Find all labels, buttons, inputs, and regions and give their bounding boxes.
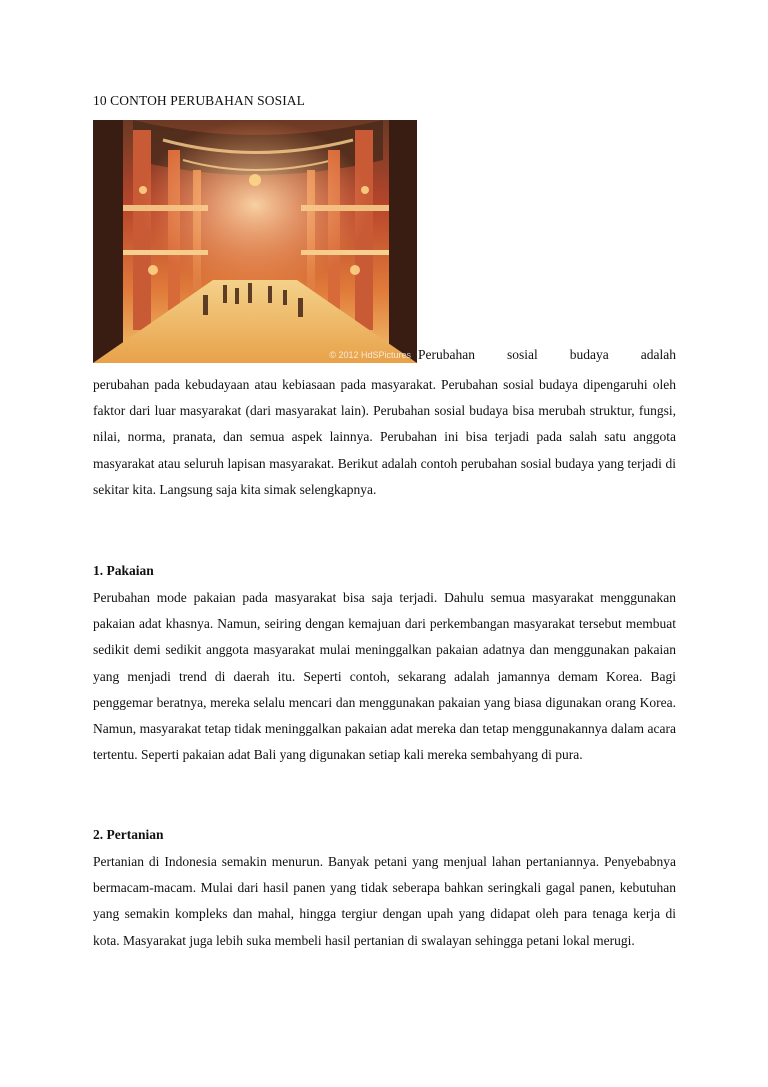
section-body-pertanian: Pertanian di Indonesia semakin menurun. Banyak petani yang menjual lahan pertaniannya. Penyebabnya bermacam-macam. Mulai dari hasil panen yang tidak seberapa bahkan seringkali gagal panen, kebutuhan yang semakin kompleks dan mahal, hingga tergiur dengan upah yang didapat oleh para tenaga kerja di kota. Masyarakat juga lebih suka membeli hasil pertanian di swalayan sehingga petani lokal merugi. [93, 854, 676, 948]
section-heading-pakaian: 1. Pakaian [93, 563, 154, 578]
intro-paragraph: perubahan pada kebudayaan atau kebiasaan pada masyarakat. Perubahan sosial budaya dipengaruhi oleh faktor dari luar masyarakat (dari masyarakat lain). Perubahan sosial budaya bisa merubah struktur, fungsi, nilai, norma, pranata, dan semua aspek lainnya. Perubahan ini bisa terjadi pada salah satu anggota masyarakat atau seluruh lapisan masyarakat. Berikut adalah contoh perubahan sosial budaya yang terjadi di sekitar kita. Langsung saja kita simak selengkapnya. [93, 377, 676, 497]
mall-photo [93, 120, 417, 363]
shopping-mall-photo-icon [93, 120, 417, 363]
section-body-pakaian: Perubahan mode pakaian pada masyarakat bisa saja terjadi. Dahulu semua masyarakat menggunakan pakaian adat khasnya. Namun, seiring dengan kemajuan dari perkembangan masyarakat tersebut membuat sedikit demi sedikit anggota masyarakat mulai meninggalkan pakaian adatnya dan menggunakan pakaian yang menjadi trend di daerah itu. Seperti contoh, sekarang adalah jamannya demam Korea. Bagi penggemar beratnya, mereka selalu mencari dan menggunakan pakaian yang biasa digunakan orang Korea. Namun, masyarakat tetap tidak meninggalkan pakaian adat mereka dan tetap menggunakannya dalam acara tertentu. Seperti pakaian adat Bali yang digunakan setiap kali mereka sembahyang di pura. [93, 590, 676, 763]
section-heading-pertanian: 2. Pertanian [93, 827, 164, 842]
intro-first-line: Perubahan sosial budaya adalah [418, 347, 676, 362]
document-title: 10 CONTOH PERUBAHAN SOSIAL [93, 93, 305, 108]
photo-watermark: © 2012 HdSPictures [329, 350, 411, 360]
